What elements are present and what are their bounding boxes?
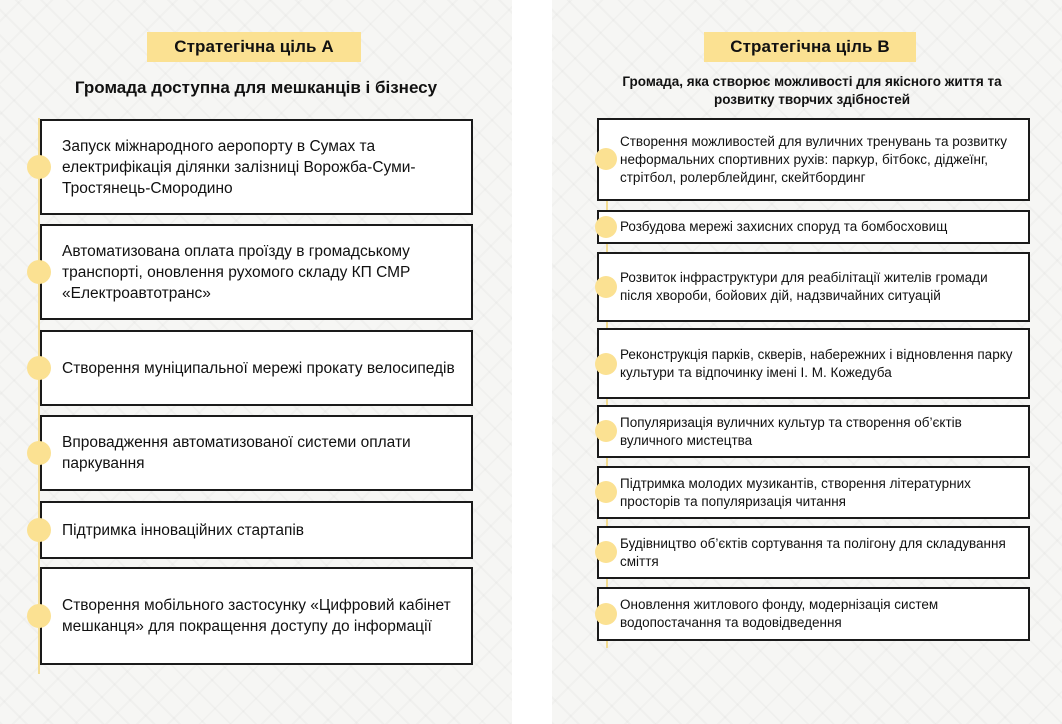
goal-a-item-5 [40,501,473,559]
goal-a-item-1-marker [27,155,51,179]
goal-b-item-2 [597,210,1030,244]
goal-b-item-4-text: Реконструкція парків, скверів, набережних і відновлення парку культури та відпочинку імені І. М. Кожедуба [620,346,1013,380]
goal-a-page [0,0,512,724]
goal-a-item-1-text: Запуск міжнародного аеропорту в Сумах та електрифікація ділянки залізниці Ворожба-Суми-Тростянець-Смородино [62,137,416,197]
goal-a-item-4-marker [27,441,51,465]
goal-b-item-1-marker [595,148,617,170]
goal-b-item-8-marker [595,603,617,625]
goal-b-item-5-text: Популяризація вуличних культур та створення об’єктів вуличного мистецтва [620,414,962,448]
goal-b-subtitle: Громада, яка створює можливості для якісного життя та розвитку творчих здібностей [622,74,1002,107]
goal-b-item-8-text: Оновлення житлового фонду, модернізація систем водопостачання та водовідведення [620,597,939,630]
goal-b-item-3-text: Розвиток інфраструктури для реабілітації жителів громади після хвороби, бойових дій, надзвичайних ситуацій [620,270,988,303]
goal-a-item-1 [40,119,473,215]
goal-b-item-4-marker [595,353,617,375]
goal-b-item-6-text: Підтримка молодих музикантів, створення літературних просторів та популяризація читання [620,475,971,509]
goal-a-item-3-marker [27,356,51,380]
goal-b-item-3-marker [595,276,617,298]
goal-b-item-2-text: Розбудова мережі захисних споруд та бомбосховищ [620,219,948,234]
page-gap [512,0,552,724]
goal-b-page [552,0,1062,724]
goal-a-item-2-marker [27,260,51,284]
goal-a-subtitle: Громада доступна для мешканців і бізнесу [74,78,438,97]
goal-b-item-5 [597,405,1030,458]
goal-b-item-1-text: Створення можливостей для вуличних тренувань та розвитку неформальних спортивних рухів: паркур, бітбокс, діджеїнг, стрітбол, ролерблейдинг, скейтбординг [620,133,1007,185]
goal-a-item-5-text: Підтримка інноваційних стартапів [62,521,305,539]
goal-b-item-6 [597,466,1030,519]
goal-a-item-6-text: Створення мобільного застосунку «Цифровий кабінет мешканця» для покращення доступу до інформації [62,597,451,635]
goal-b-item-6-marker [595,481,617,503]
goal-a-item-3 [40,330,473,406]
goal-b-item-5-marker [595,420,617,442]
goal-a-item-4-text: Впровадження автоматизованої системи оплати паркування [62,434,411,472]
goal-b-tag: Стратегічна ціль В [704,32,916,62]
goal-b-item-1 [597,118,1030,201]
goal-a-item-3-text: Створення муніципальної мережі прокату велосипедів [62,359,455,377]
goal-a-item-2-text: Автоматизована оплата проїзду в громадському транспорті, оновлення рухомого складу КП СМР «Електроавтотранс» [62,242,411,302]
goal-b-item-4 [597,328,1030,399]
goal-a-item-5-marker [27,518,51,542]
goal-b-item-8 [597,587,1030,641]
goal-a-item-4 [40,415,473,491]
goal-a-item-2 [40,224,473,320]
goal-b-item-7-marker [595,541,617,563]
goal-b-item-7-text: Будівництво об’єктів сортування та полігону для складування сміття [620,535,1006,569]
goal-a-item-6 [40,567,473,665]
goal-a-item-6-marker [27,604,51,628]
goal-a-tag: Стратегічна ціль А [147,32,361,62]
goal-b-item-3 [597,252,1030,322]
goal-b-item-7 [597,526,1030,579]
goal-b-item-2-marker [595,216,617,238]
